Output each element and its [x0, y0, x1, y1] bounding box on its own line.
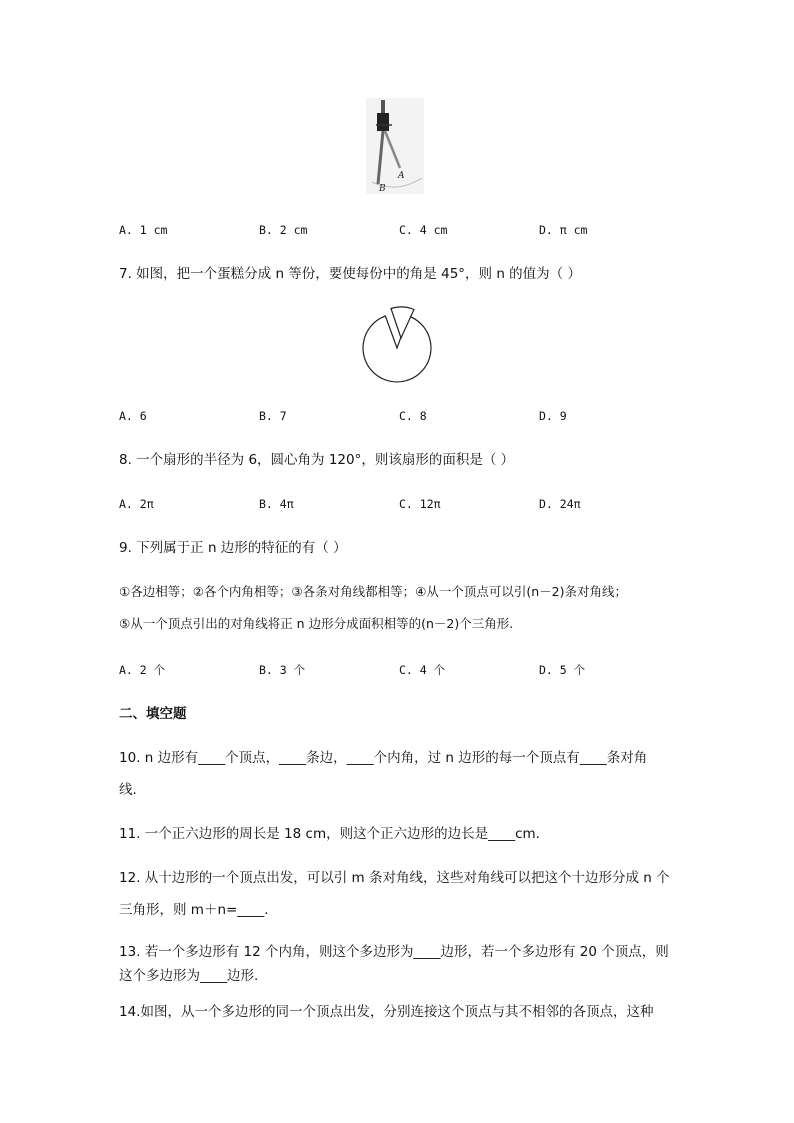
compass-label-b: B [379, 184, 386, 194]
q6-option-b: B. 2 cm [259, 223, 308, 237]
q9-option-d: D. 5 个 [539, 663, 586, 677]
q10-line2: 线. [119, 782, 137, 798]
q9-statement-line1: ①各边相等；②各个内角相等；③各条对角线都相等；④从一个顶点可以引(n－2)条对角线； [119, 584, 627, 599]
q7-option-a: A. 6 [119, 409, 147, 423]
compass-label-a: A [398, 171, 405, 181]
q10-line1: 10. n 边形有____个顶点，____条边，____个内角，过 n 边形的每一个顶点有____条对角 [119, 750, 648, 766]
section-heading: 二、填空题 [119, 706, 187, 722]
q9-text: 9. 下列属于正 n 边形的特征的有（ ） [119, 540, 347, 556]
q7-option-b: B. 7 [259, 409, 287, 423]
compass-figure [366, 98, 424, 194]
q6-option-d: D. π cm [539, 223, 588, 237]
q13-line1: 13. 若一个多边形有 12 个内角，则这个多边形为____边形，若一个多边形有 20 个顶点，则 [119, 944, 669, 960]
compass-hinge [377, 113, 389, 131]
q7-option-c: C. 8 [399, 409, 427, 423]
q9-option-b: B. 3 个 [259, 663, 306, 677]
q6-option-c: C. 4 cm [399, 223, 448, 237]
q14-line1: 14.如图，从一个多边形的同一个顶点出发，分别连接这个顶点与其不相邻的各顶点，这种 [119, 1004, 654, 1020]
q8-option-c: C. 12π [399, 497, 441, 511]
q12-line2: 三角形，则 m＋n=____. [119, 902, 269, 918]
q8-option-d: D. 24π [539, 497, 581, 511]
q8-text: 8. 一个扇形的半径为 6，圆心角为 120°，则该扇形的面积是（ ） [119, 452, 515, 468]
q6-option-a: A. 1 cm [119, 223, 168, 237]
q11-text: 11. 一个正六边形的周长是 18 cm，则这个正六边形的边长是____cm. [119, 826, 540, 842]
q8-option-b: B. 4π [259, 497, 294, 511]
q9-option-c: C. 4 个 [399, 663, 446, 677]
q13-line2: 这个多边形为____边形. [119, 968, 259, 984]
q7-text: 7. 如图，把一个蛋糕分成 n 等份，要使每份中的角是 45°，则 n 的值为（ ） [119, 266, 581, 282]
q9-statement-line2: ⑤从一个顶点引出的对角线将正 n 边形分成面积相等的(n－2)个三角形. [119, 616, 514, 631]
q12-line1: 12. 从十边形的一个顶点出发，可以引 m 条对角线，这些对角线可以把这个十边形分成 n 个 [119, 870, 670, 886]
q8-option-a: A. 2π [119, 497, 154, 511]
cake-figure [356, 300, 438, 384]
q9-option-a: A. 2 个 [119, 663, 166, 677]
compass-handle [381, 100, 385, 114]
q7-option-d: D. 9 [539, 409, 567, 423]
